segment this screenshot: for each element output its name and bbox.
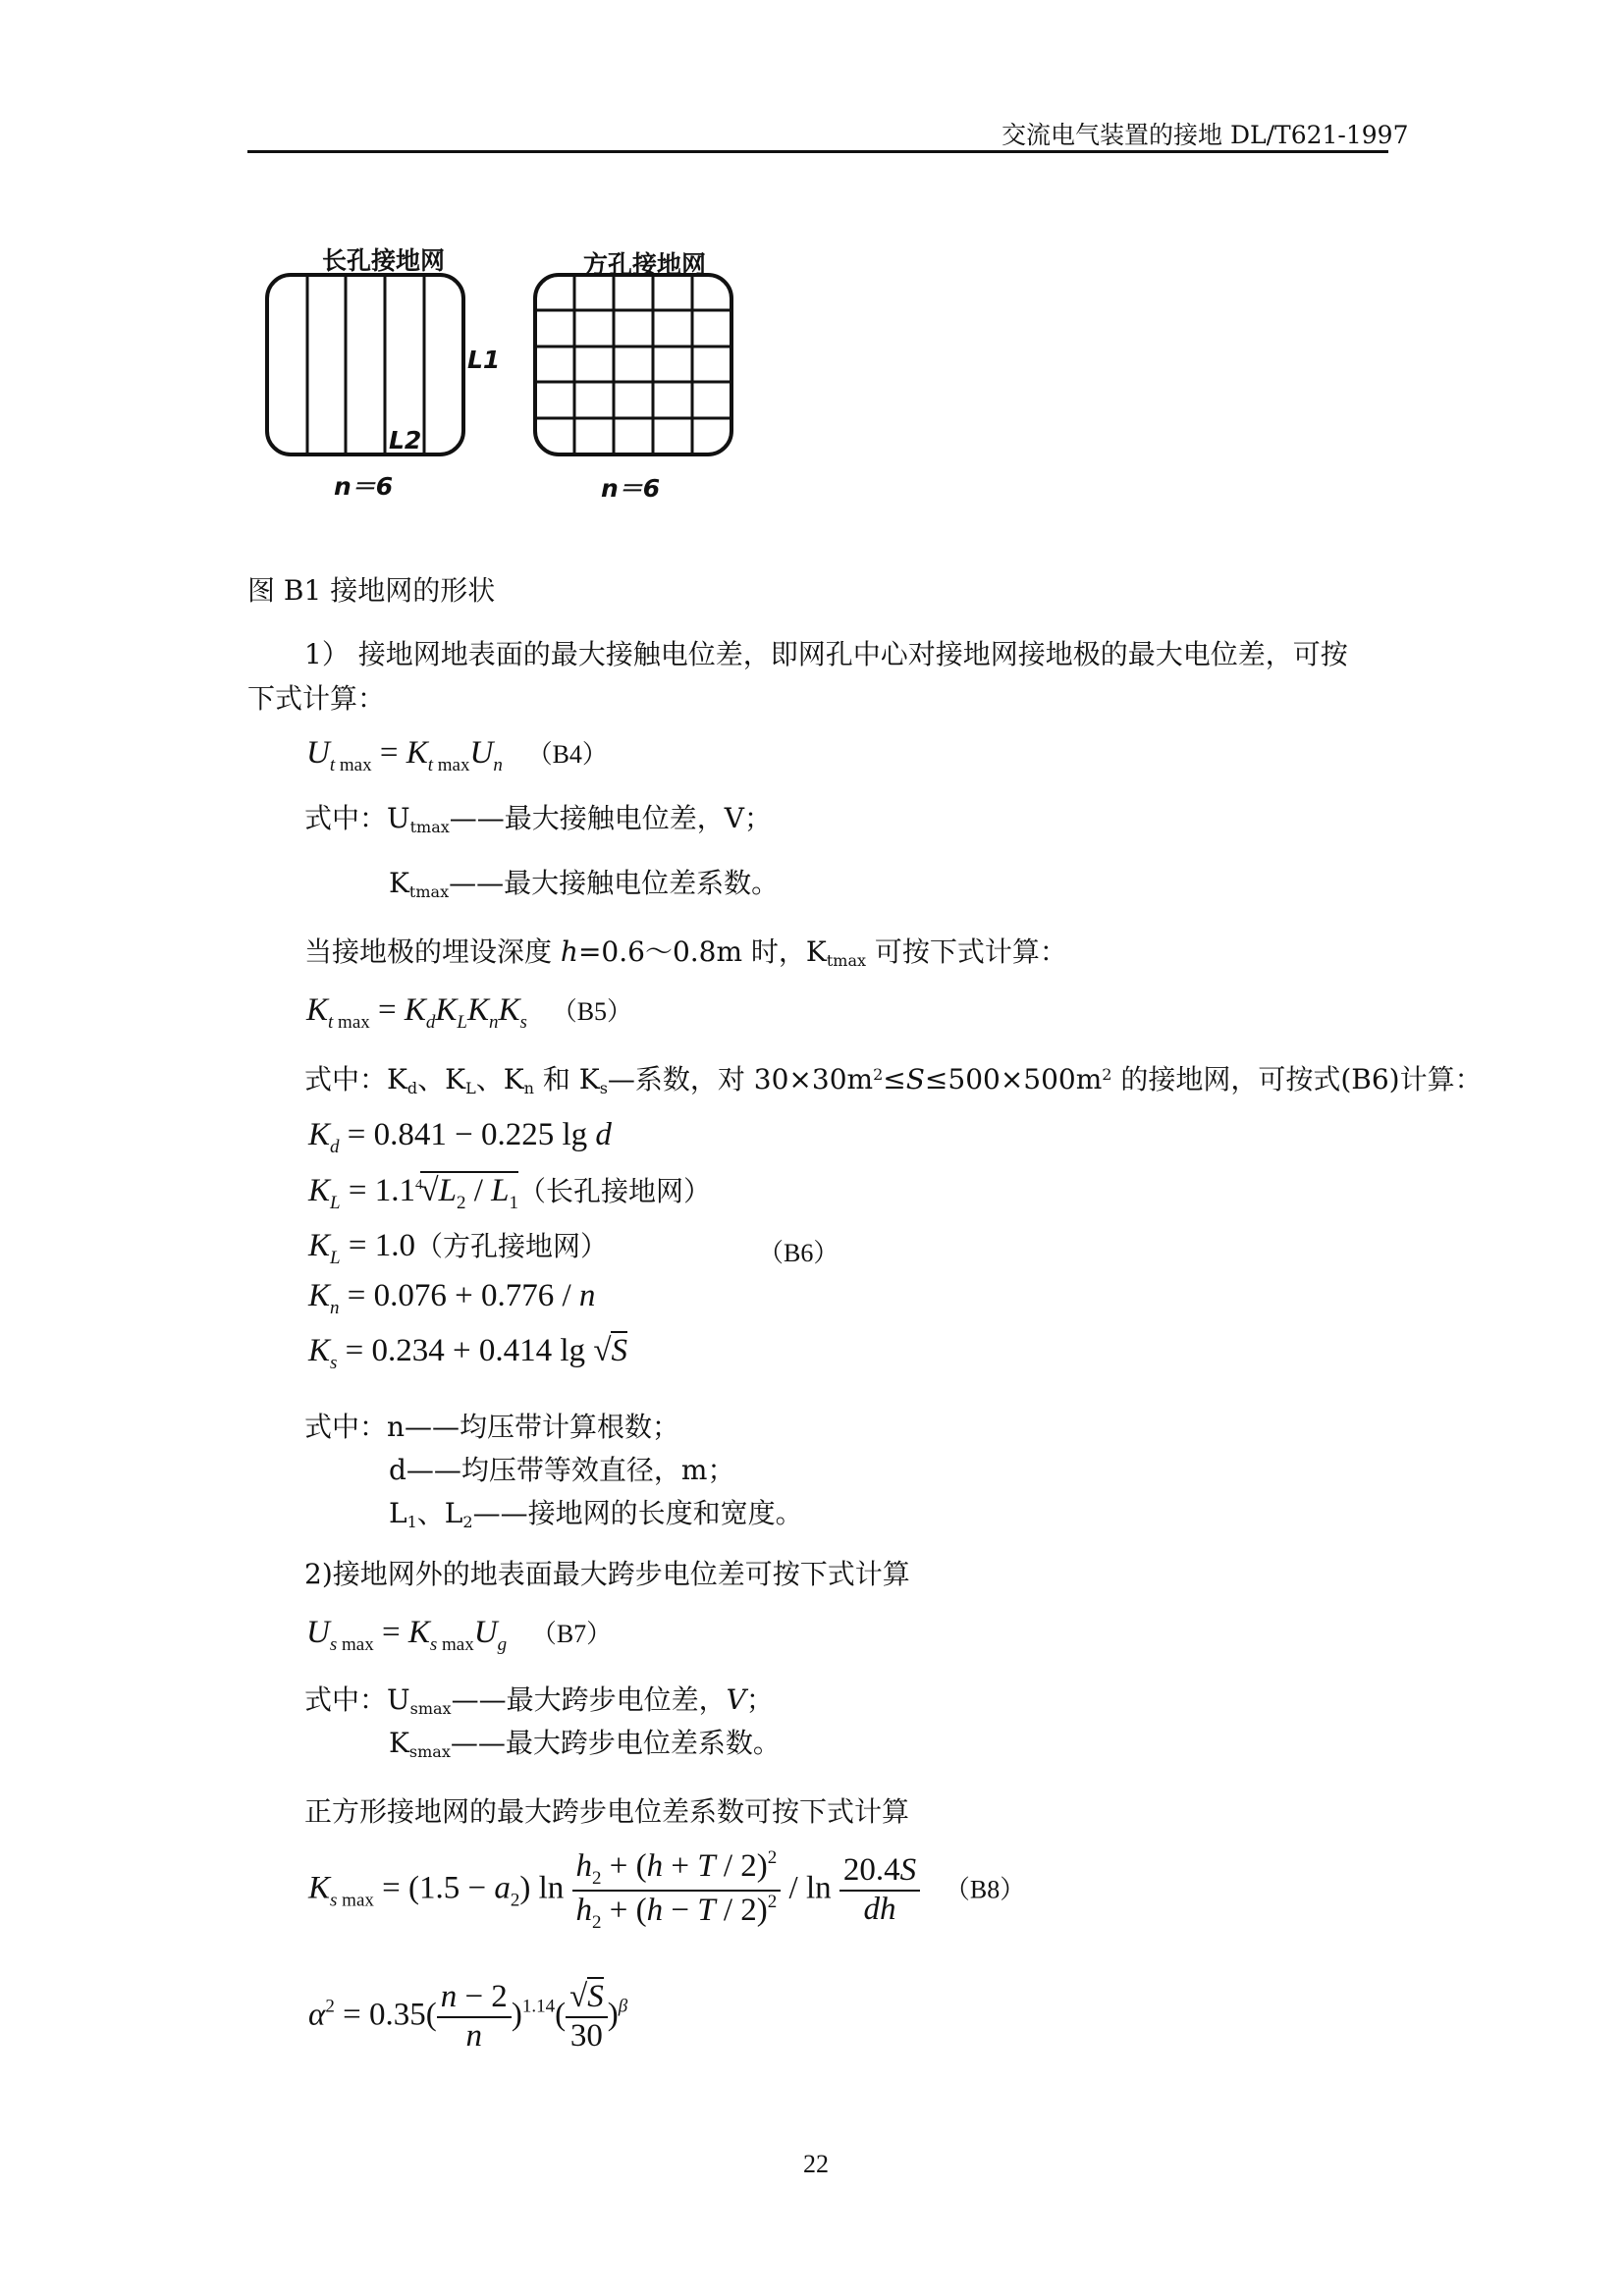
where-d: d——均压带等效直径，m； <box>389 1454 735 1486</box>
running-header: 交流电气装置的接地 DL/T621-1997 <box>1001 121 1409 149</box>
paragraph-1-line-2: 下式计算： <box>247 682 386 715</box>
figure-right-title: 方孔接地网 <box>583 250 707 279</box>
where-utmax: 式中：Utmax——最大接触电位差，V； <box>304 802 773 836</box>
figure-left-n: n＝6 <box>334 472 394 501</box>
equation-b6-tag: （B6） <box>758 1239 839 1267</box>
equation-b4: $U_{t max} = K_{t max}U_n$ （B4） <box>306 735 608 775</box>
figure-left-title: 长孔接地网 <box>322 246 446 275</box>
equation-b7-tag: （B7） <box>530 1620 613 1648</box>
paragraph-4: 2)接地网外的地表面最大跨步电位差可按下式计算 <box>304 1558 910 1590</box>
equation-b8-fraction-1: $\frac{h_2 + (h + T / 2)^2}{h_2 + (h - T / 2)^2}$ <box>572 1847 782 1934</box>
where-L: L1、L2——接地网的长度和宽度。 <box>389 1497 803 1531</box>
figure-caption: 图 B1 接地网的形状 <box>247 574 496 607</box>
where-ksmax: Ksmax——最大跨步电位差系数。 <box>389 1727 781 1761</box>
paragraph-1-line-1: 1） 接地网地表面的最大接触电位差，即网孔中心对接地网接地极的最大电位差，可按 <box>304 638 1348 670</box>
equation-b6-kn: $K_n = 0.076 + 0.776 / n$ <box>308 1278 596 1318</box>
figure-right-n: n＝6 <box>601 474 661 503</box>
equation-b8: $K_{s max} = (1.5 - a_2)$ ln $\frac{h_2 + (h + T / 2)^2}{h_2 + (h - T / 2)^2}$ / ln $\frac{20.4S}{dh}$ （B8） <box>308 1847 1026 1933</box>
equation-b6-kl-long: $K_L = 1.1^4√L_2 / L_1$（长孔接地网） <box>308 1173 711 1213</box>
figure-label-L1: L1 <box>467 346 501 374</box>
equation-b8-fraction-2: $\frac{20.4S}{dh}$ <box>839 1852 920 1929</box>
equation-b5-tag: （B5） <box>551 997 633 1026</box>
header-rule <box>247 150 1388 153</box>
paragraph-3: 式中：Kd、KL、Kn 和 Ks—系数，对 $30\times 30m^2\le S\le 500\times 500m^2$ 的接地网，可按式(B6)计算： <box>304 1063 1483 1097</box>
equation-b6-ks: $K_s = 0.234 + 0.414$ lg √S <box>308 1333 627 1373</box>
long-hole-grid-outline <box>267 275 463 454</box>
alpha-fraction-1: $\frac{n - 2}{n}$ <box>437 1979 512 2056</box>
equation-b6-long-label: （长孔接地网） <box>517 1177 711 1207</box>
equation-b6-square-label: （方孔接地网） <box>414 1232 608 1262</box>
equation-b7: $U_{s max} = K_{s max}U_g$ （B7） <box>306 1615 613 1655</box>
where-ktmax: Ktmax——最大接触电位差系数。 <box>389 867 780 901</box>
where-usmax: 式中：Usmax——最大跨步电位差，V； <box>304 1683 774 1718</box>
alpha-fraction-2: $\frac{√S}{30}$ <box>566 1979 608 2056</box>
equation-b4-tag: （B4） <box>526 740 608 769</box>
equation-b6-kl-square: $K_L = 1.0$（方孔接地网） <box>308 1228 608 1268</box>
equation-b6-kd: $K_d = 0.841 - 0.225$ lg d <box>308 1117 612 1157</box>
paragraph-5: 正方形接地网的最大跨步电位差系数可按下式计算 <box>304 1795 910 1828</box>
square-hole-grid-outline <box>535 275 731 454</box>
where-n: 式中：n——均压带计算根数； <box>304 1411 680 1443</box>
page-number: 22 <box>803 2150 829 2178</box>
equation-alpha: $\alpha^2 = 0.35$( $\frac{n - 2}{n}$ )$^{1.14}$( $\frac{√S}{30}$ )$^\beta$ <box>308 1979 628 2054</box>
figure-label-L2: L2 <box>389 426 422 454</box>
equation-b5: $K_{t max} = K_dK_LK_nK_s$ （B5） <box>306 992 633 1033</box>
paragraph-2: 当接地极的埋设深度 h=0.6～0.8m 时，Ktmax 可按下式计算： <box>304 935 1067 970</box>
equation-b8-tag: （B8） <box>944 1875 1026 1904</box>
